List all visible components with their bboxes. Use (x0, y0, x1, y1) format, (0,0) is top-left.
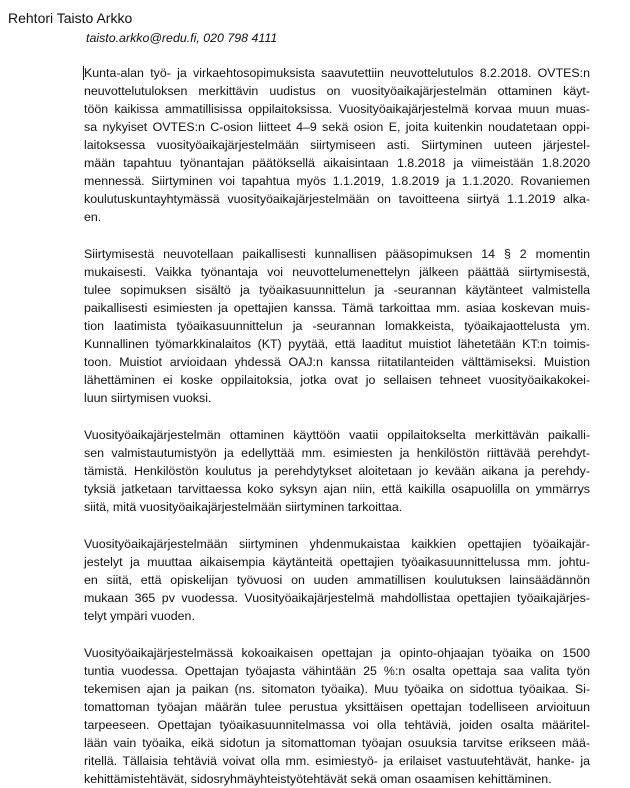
text-line: lään vain työaika, eikä sidotun ja sitomattoman työajan osuuksia tarvitse erikseen mää- (84, 736, 590, 750)
text-line: Siirtymisestä neuvotellaan paikallisesti kunnallisen pääsopimuksen 14 § 2 momentin (84, 247, 590, 261)
text-line: sen valmistautumistyön ja edellyttää mm. esimiesten ja henkilöstön riittävää perehdyt- (84, 446, 590, 460)
text-line: tarpeeseen. Opettajan työaikasuunnitelmassa voi olla tehtäviä, joiden osalta määritel- (84, 718, 590, 732)
text-line: paikallisesti esimiesten ja opettajien kanssa. Tämä tarkoittaa mm. asiaa koskevan muis- (84, 301, 590, 315)
text-line: siitä, mitä vuosityöaikajärjestelmään siirtyminen tarkoittaa. (84, 500, 403, 514)
text-line: töön kaikissa ammatillisissa oppilaitoksissa. Vuosityöaikajärjestelmä korvaa muun muas- (84, 102, 590, 116)
text-line: tyksiä jatketaan tarvittaessa koko syksyn ajan niin, että kaikilla osapuolilla on ymmärrys (84, 482, 590, 496)
text-line: mennessä. Siirtyminen voi tapahtua myös 1.1.2019, 1.8.2019 ja 1.1.2020. Rovaniemen (84, 174, 590, 188)
author-contact: taisto.arkko@redu.fi, 020 798 4111 (86, 31, 278, 45)
text-line: mään tapahtuu työnantajan päätöksellä aikaisintaan 1.8.2018 ja viimeistään 1.8.2020 (84, 156, 590, 170)
text-line: luun siirtymisen vuoksi. (84, 391, 212, 405)
paragraph (84, 245, 590, 407)
text-line: koulutuskuntayhtymässä vuosityöaikajärjestelmään on tavoitteena siirtyä 1.1.2019 alka- (84, 192, 590, 206)
text-line: Vuosityöaikajärjestelmässä kokoaikaisen opettajan ja opinto-ohjaajan työaika on 1500 (84, 646, 590, 660)
text-line: mukaan 365 pv vuodessa. Vuosityöaikajärjestelmä mahdollistaa opettajien työaikajärjes- (84, 591, 590, 605)
text-line: tuntia vuodessa. Opettajan työajasta vähintään 25 %:n osalta opettaja saa valita työn (84, 664, 590, 678)
text-line: en siitä, että opiskelijan työvuosi on uuden ammatillisen koulutuksen lainsäädännön (84, 573, 590, 587)
text-line: tomattoman työajan määrän tulee perustua yksittäisen opettajan todelliseen arvioituun (84, 700, 590, 714)
text-line: Vuosityöaikajärjestelmään siirtyminen yhdenmukaistaa kaikkien opettajien työaikajär- (84, 537, 590, 551)
text-line: Vuosityöaikajärjestelmän ottaminen käyttöön vaatii oppilaitokselta merkittävän paikalli- (84, 428, 590, 442)
text-line: laitoksessa vuosityöaikajärjestelmään siirtymiseen asti. Siirtyminen uuteen järjestel- (84, 138, 590, 152)
text-line: Kunnallinen työmarkkinalaitos (KT) pyytää, että laaditut muistiot lähetetään KT:n toimis- (84, 337, 590, 351)
text-line: kehittämistehtävät, sidosryhmäyhteistyötehtävät sekä oman osaamisen kehittäminen. (84, 772, 552, 786)
paragraph (84, 535, 590, 625)
text-line: Kunta-alan työ- ja virkaehtosopimuksista saavutettiin neuvottelutulos 8.2.2018. OVTES:n (84, 66, 590, 80)
text-line: mukaisesti. Vaikka työnantaja voi neuvottelumenettelyn jälkeen päättää siirtymisestä, (84, 265, 590, 279)
paragraph (84, 64, 590, 226)
text-line: en. (84, 210, 102, 224)
paragraph (84, 426, 590, 516)
text-line: lähettäminen ei koske oppilaitoksia, jotka ovat jo sellaisen tehneet vuosityöaikakokei- (84, 373, 590, 387)
text-line: tekemisen ajan ja paikan (ns. sitomaton työaika). Muu työaika on sidottua työaikaa. Si- (84, 682, 590, 696)
author-name: Rehtori Taisto Arkko (8, 10, 133, 26)
text-line: sa nykyiset OVTES:n C-osion liitteet 4–9 sekä osion E, joita kuitenkin noudatetaan oppi- (84, 120, 590, 134)
text-line: jestelyt ja muuttaa aikaisempia käytänteitä opettajien työaikasuunnittelussa mm. johtu- (84, 555, 590, 569)
text-line: ritellä. Tällaisia tehtäviä voivat olla mm. esimiestyö- ja erilaiset vastuutehtävät, hanke- ja (84, 754, 590, 768)
document-body[interactable] (84, 64, 590, 788)
text-line: tion laatimista työaikasuunnittelun ja -seurannan lomakkeista, työaikajaottelusta ym. (84, 319, 590, 333)
text-line: telyt ympäri vuoden. (84, 609, 195, 623)
text-line: neuvottelutuloksen merkittävin uudistus on vuosityöaikajärjestelmän ottaminen käyt- (84, 84, 590, 98)
text-line: tämistä. Henkilöstön koulutus ja perehdytykset aloitetaan jo kevään aikana ja perehdy- (84, 464, 590, 478)
text-line: toon. Muistiot arvioidaan yhdessä OAJ:n kanssa riitatilanteiden välttämiseksi. Muistion (84, 355, 590, 369)
paragraph (84, 644, 590, 788)
text-line: tulee sopimuksen sisältö ja työaikasuunnittelun ja -seurannan käytänteet valmistella (84, 283, 590, 297)
